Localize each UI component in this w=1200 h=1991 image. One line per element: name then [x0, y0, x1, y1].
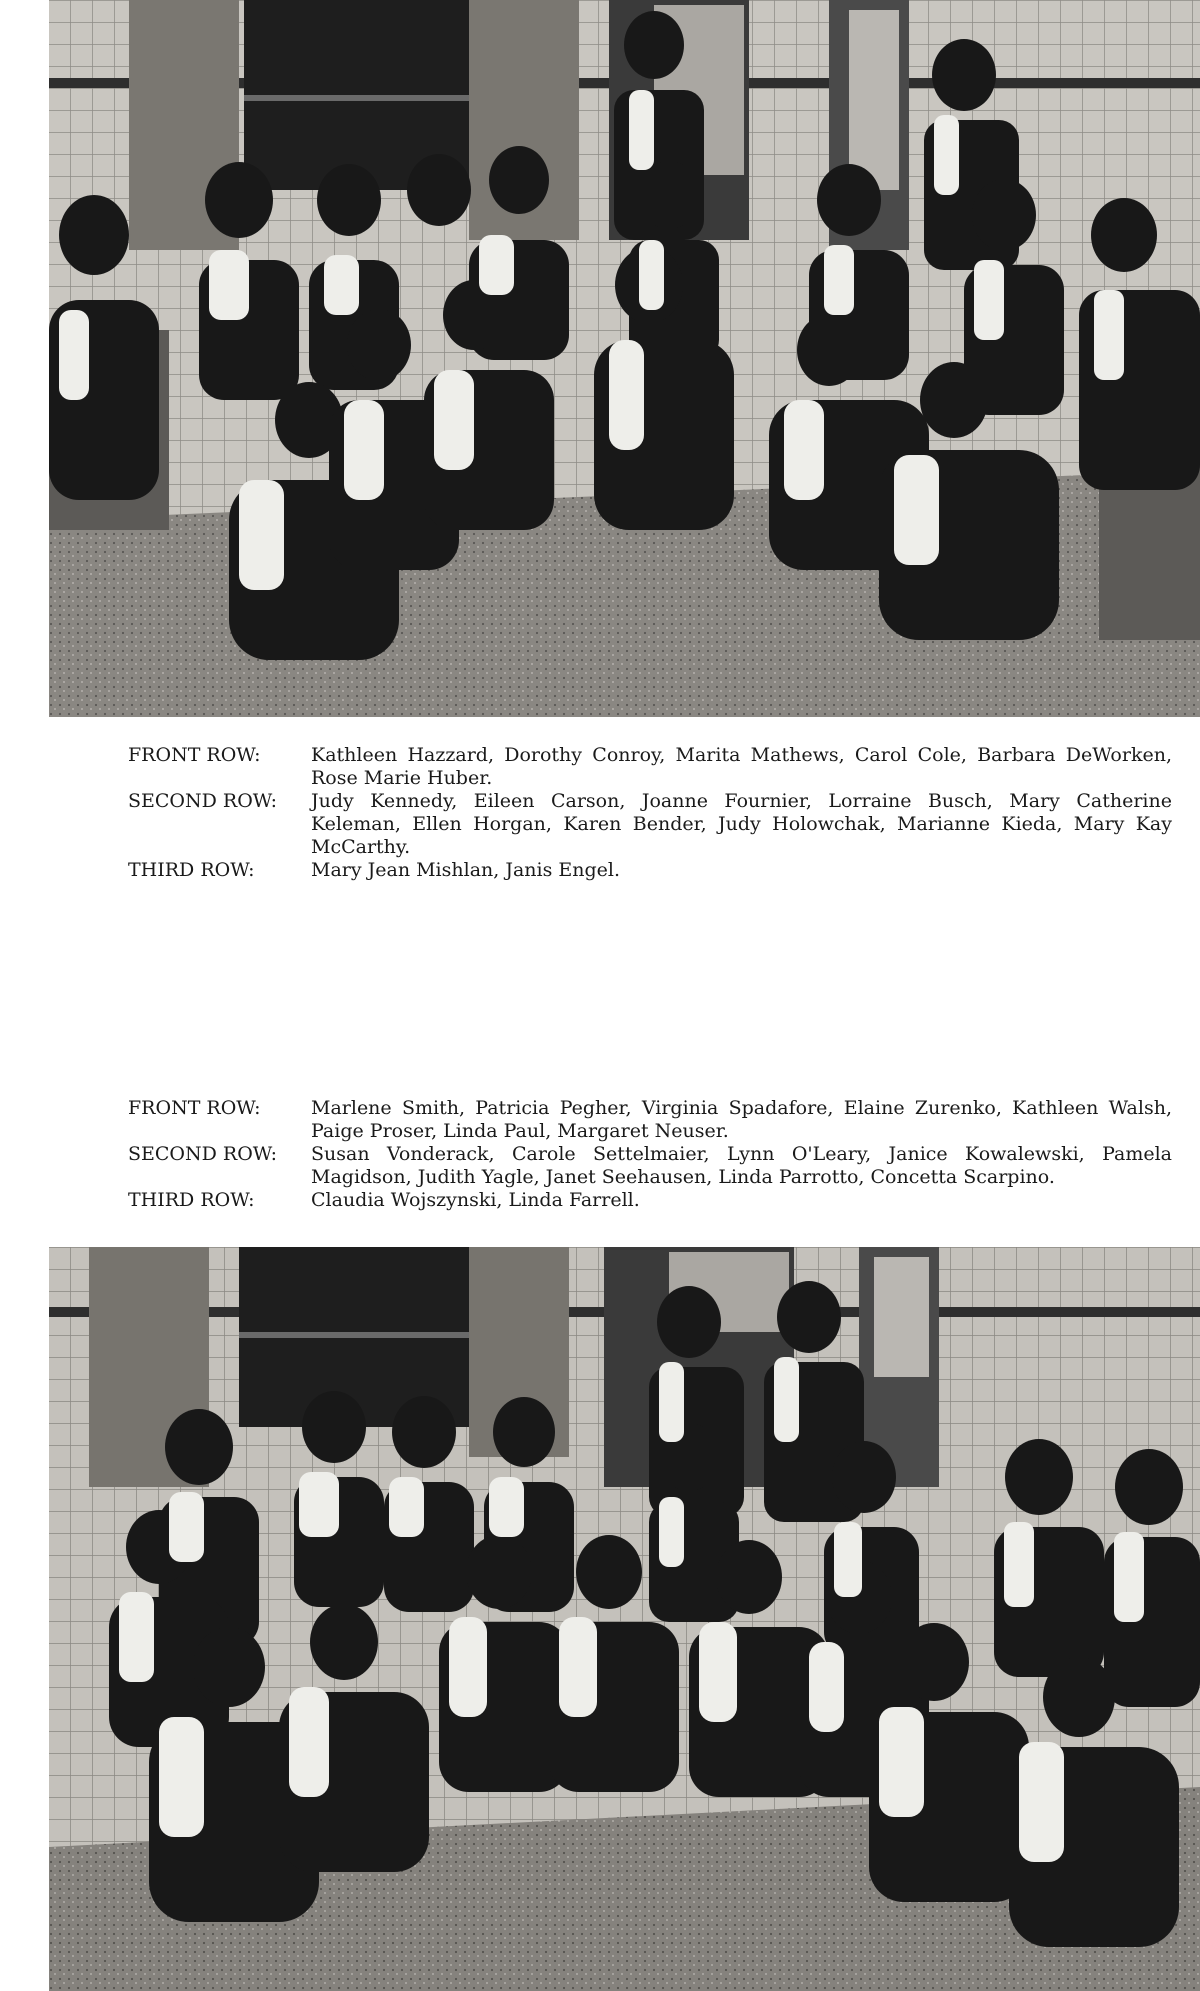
group-photo-bottom [49, 1247, 1200, 1991]
row-names: Marlene Smith, Patricia Pegher, Virginia Spadafore, Elaine Zurenko, Kathleen Walsh, Paige Proser, Linda Paul, Margaret Neuser. [311, 1097, 1172, 1142]
row-label: FRONT ROW: [128, 1097, 261, 1119]
caption-bottom [128, 1097, 1172, 1212]
row-label: THIRD ROW: [128, 1189, 255, 1211]
row-names: Claudia Wojszynski, Linda Farrell. [311, 1189, 640, 1211]
row-label: SECOND ROW: [128, 1143, 278, 1165]
group-photo-top [49, 0, 1200, 717]
row-names: Mary Jean Mishlan, Janis Engel. [311, 859, 621, 881]
row-names: Susan Vonderack, Carole Settelmaier, Lynn O'Leary, Janice Kowalewski, Pamela Magidson, Judith Yagle, Janet Seehausen, Linda Parrotto, Concetta Scarpino. [311, 1143, 1172, 1188]
caption-top [128, 744, 1172, 882]
caption-row-front [128, 744, 1172, 790]
photo-top-illustration [49, 0, 1200, 717]
photo-bottom-illustration [49, 1247, 1200, 1991]
row-names: Judy Kennedy, Eileen Carson, Joanne Fournier, Lorraine Busch, Mary Catherine Keleman, Ellen Horgan, Karen Bender, Judy Holowchak, Marianne Kieda, Mary Kay McCarthy. [311, 790, 1172, 858]
row-label: SECOND ROW: [128, 790, 278, 812]
row-names: Kathleen Hazzard, Dorothy Conroy, Marita Mathews, Carol Cole, Barbara DeWorken, Rose Marie Huber. [311, 744, 1172, 789]
caption-row-front [128, 1097, 1172, 1143]
row-label: FRONT ROW: [128, 744, 261, 766]
caption-row-second [128, 1143, 1172, 1189]
caption-row-second [128, 790, 1172, 859]
caption-row-third [128, 859, 1172, 882]
caption-row-third [128, 1189, 1172, 1212]
row-label: THIRD ROW: [128, 859, 255, 881]
